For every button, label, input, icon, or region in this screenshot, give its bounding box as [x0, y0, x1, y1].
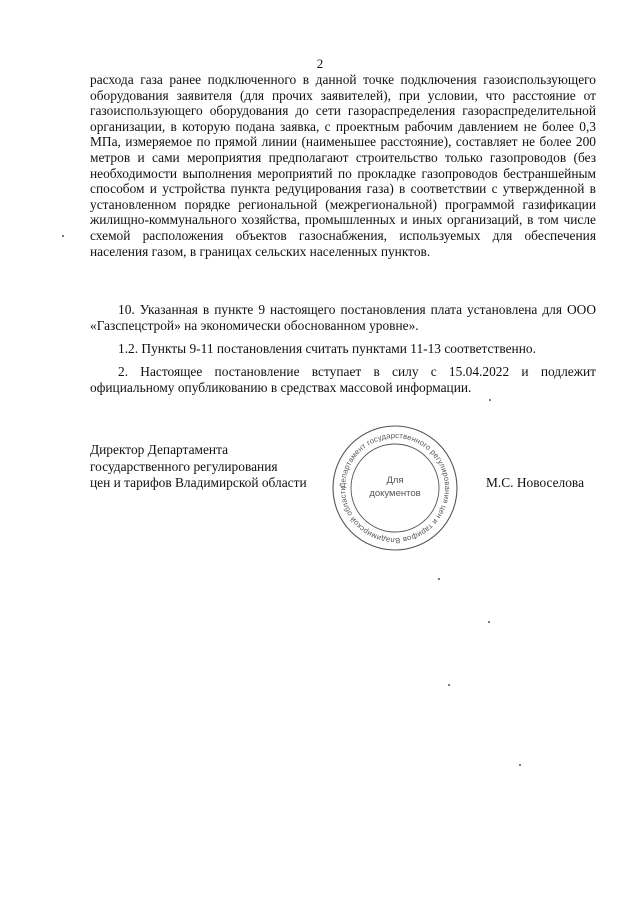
page-number: 2 — [316, 56, 324, 71]
stamp-center-line-2: документов — [369, 488, 421, 499]
signatory-title — [90, 442, 307, 492]
signatory-title-line-2: государственного регулирования — [90, 458, 278, 474]
paragraph-item-10: 10. Указанная в пункте 9 настоящего постановления плата установлена для ООО «Газспецстрой» на экономически обоснованном уровне». — [90, 302, 596, 333]
signatory-title-line-1: Директор Департамента — [90, 442, 229, 457]
signatory-title-line-3: цен и тарифов Владимирской области — [90, 475, 307, 490]
scan-speck — [489, 399, 491, 401]
scan-speck — [488, 621, 490, 623]
signatory-name: М.С. Новоселова — [486, 475, 585, 490]
stamp-center-line-1: Для — [386, 475, 404, 486]
official-stamp — [330, 423, 460, 553]
paragraph-continuation: расхода газа ранее подключенного в данной точке подключения газоиспользующего оборудования заявителя (для прочих заявителей), при условии, что расстояние от газоиспользующего оборудования до сети газораспределения газораспределительной организации, в которую подана заявка, с проектным рабочим давлением не более 0,3 МПа, измеряемое по прямой линии (наименьшее расстояние), составляет не более 200 метров и сами мероприятия предполагают строительство только газопроводов (без необходимости выполнения мероприятий по прокладке газопроводов бестраншейным способом и устройства пункта редуцирования газа) в соответствии с утвержденной в установленном порядке региональной (межрегиональной) программой газификации жилищно-коммунального хозяйства, промышленных и иных организаций, в том числе схемой расположения объектов газоснабжения, используемых для обеспечения населения газом, в границах сельских населенных пунктов. — [90, 72, 596, 259]
scan-speck — [519, 764, 521, 766]
scan-speck — [62, 235, 64, 237]
scan-speck — [448, 684, 450, 686]
paragraph-item-2: 2. Настоящее постановление вступает в силу с 15.04.2022 и подлежит официальному опубликованию в средствах массовой информации. — [90, 364, 596, 395]
scan-speck — [438, 578, 440, 580]
stamp-ring-text: Департамент государственного регулирования цен и тарифов Владимирской области — [337, 430, 453, 546]
paragraph-item-1-2: 1.2. Пункты 9-11 постановления считать пунктами 11-13 соответственно. — [118, 341, 536, 356]
